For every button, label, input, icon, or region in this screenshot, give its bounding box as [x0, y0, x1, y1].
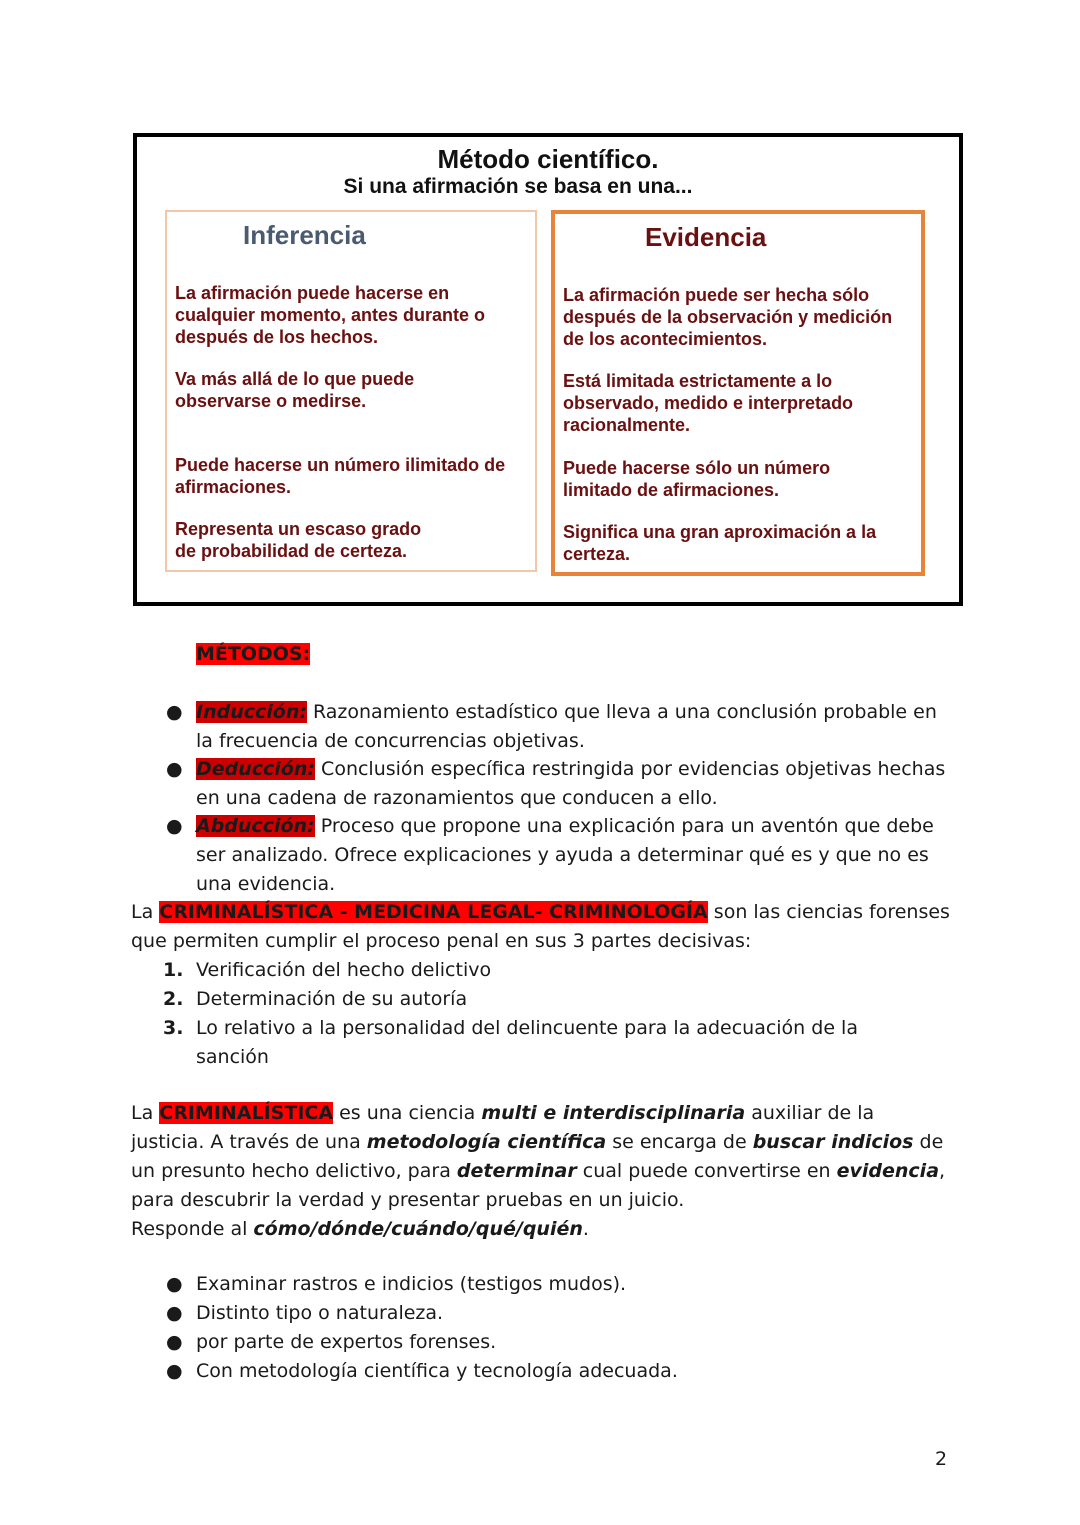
metodos-heading: MÉTODOS: — [196, 643, 311, 665]
figure-title: Método científico. — [437, 144, 659, 174]
evidencia-point: Puede hacerse sólo un número limitado de afirmaciones. — [563, 458, 831, 500]
highlight: CRIMINALÍSTICA - MEDICINA LEGAL- CRIMINOLOGÍA — [159, 901, 708, 923]
evidencia-point: Está limitada estrictamente a lo observado, medido e interpretado racionalmente. — [563, 371, 854, 435]
numbered-list: 1. Verificación del hecho delictivo 2. Determinación de su autoría 3. Lo relativo a la personalidad del delincuente para la adecuación de la sanción — [163, 959, 858, 1068]
list-item: ● por parte de expertos forenses. — [166, 1331, 497, 1353]
evidencia-point: La afirmación puede ser hecha sólo después de la observación y medición de los acontecimientos. — [563, 285, 893, 349]
inferencia-point: La afirmación puede hacerse en cualquier momento, antes durante o después de los hechos. — [175, 283, 486, 347]
scientific-method-figure — [133, 133, 963, 606]
page-number: 2 — [935, 1448, 948, 1470]
inferencia-point: Representa un escaso grado de probabilidad de certeza. — [175, 519, 422, 561]
criminalistica-paragraph: La CRIMINALÍSTICA es una ciencia multi e interdisciplinaria auxiliar de la justicia. A través de una metodología científica se encarga de buscar indicios de un presunto hecho delictivo, para determinar cual puede convertirse en evidencia, para descubrir la verdad y presentar pruebas en un juicio. Responde al cómo/dónde/cuándo/qué/quién. — [131, 1102, 946, 1240]
inferencia-column — [165, 210, 537, 572]
list-item: ● Abducción: Proceso que propone una explicación para un aventón que debe ser analizado. Ofrece explicaciones y ayuda a determinar qué es y que no es una evidencia. — [166, 815, 934, 895]
inferencia-heading: Inferencia — [243, 220, 366, 250]
ciencias-paragraph: La CRIMINALÍSTICA - MEDICINA LEGAL- CRIMINOLOGÍA son las ciencias forenses que permiten cumplir el proceso penal en sus 3 partes decisivas: — [131, 901, 950, 952]
list-item: ● Deducción: Conclusión específica restringida por evidencias objetivas hechas en una cadena de razonamientos que conducen a ello. — [166, 758, 946, 809]
inferencia-point: Va más allá de lo que puede observarse o medirse. — [175, 369, 415, 411]
figure-subtitle: Si una afirmación se basa en una... — [343, 175, 693, 198]
evidencia-column — [551, 210, 925, 576]
list-item: ● Distinto tipo o naturaleza. — [166, 1302, 444, 1324]
evidencia-heading: Evidencia — [645, 222, 767, 252]
list-item: ● Con metodología científica y tecnología adecuada. — [166, 1360, 678, 1382]
list-item: ● Examinar rastros e indicios (testigos mudos). — [166, 1273, 627, 1295]
evidencia-point: Significa una gran aproximación a la certeza. — [563, 522, 877, 564]
inferencia-point: Puede hacerse un número ilimitado de afirmaciones. — [175, 455, 506, 497]
list-item: ● Inducción: Razonamiento estadístico que lleva a una conclusión probable en la frecuencia de concurrencias objetivas. — [166, 701, 937, 752]
